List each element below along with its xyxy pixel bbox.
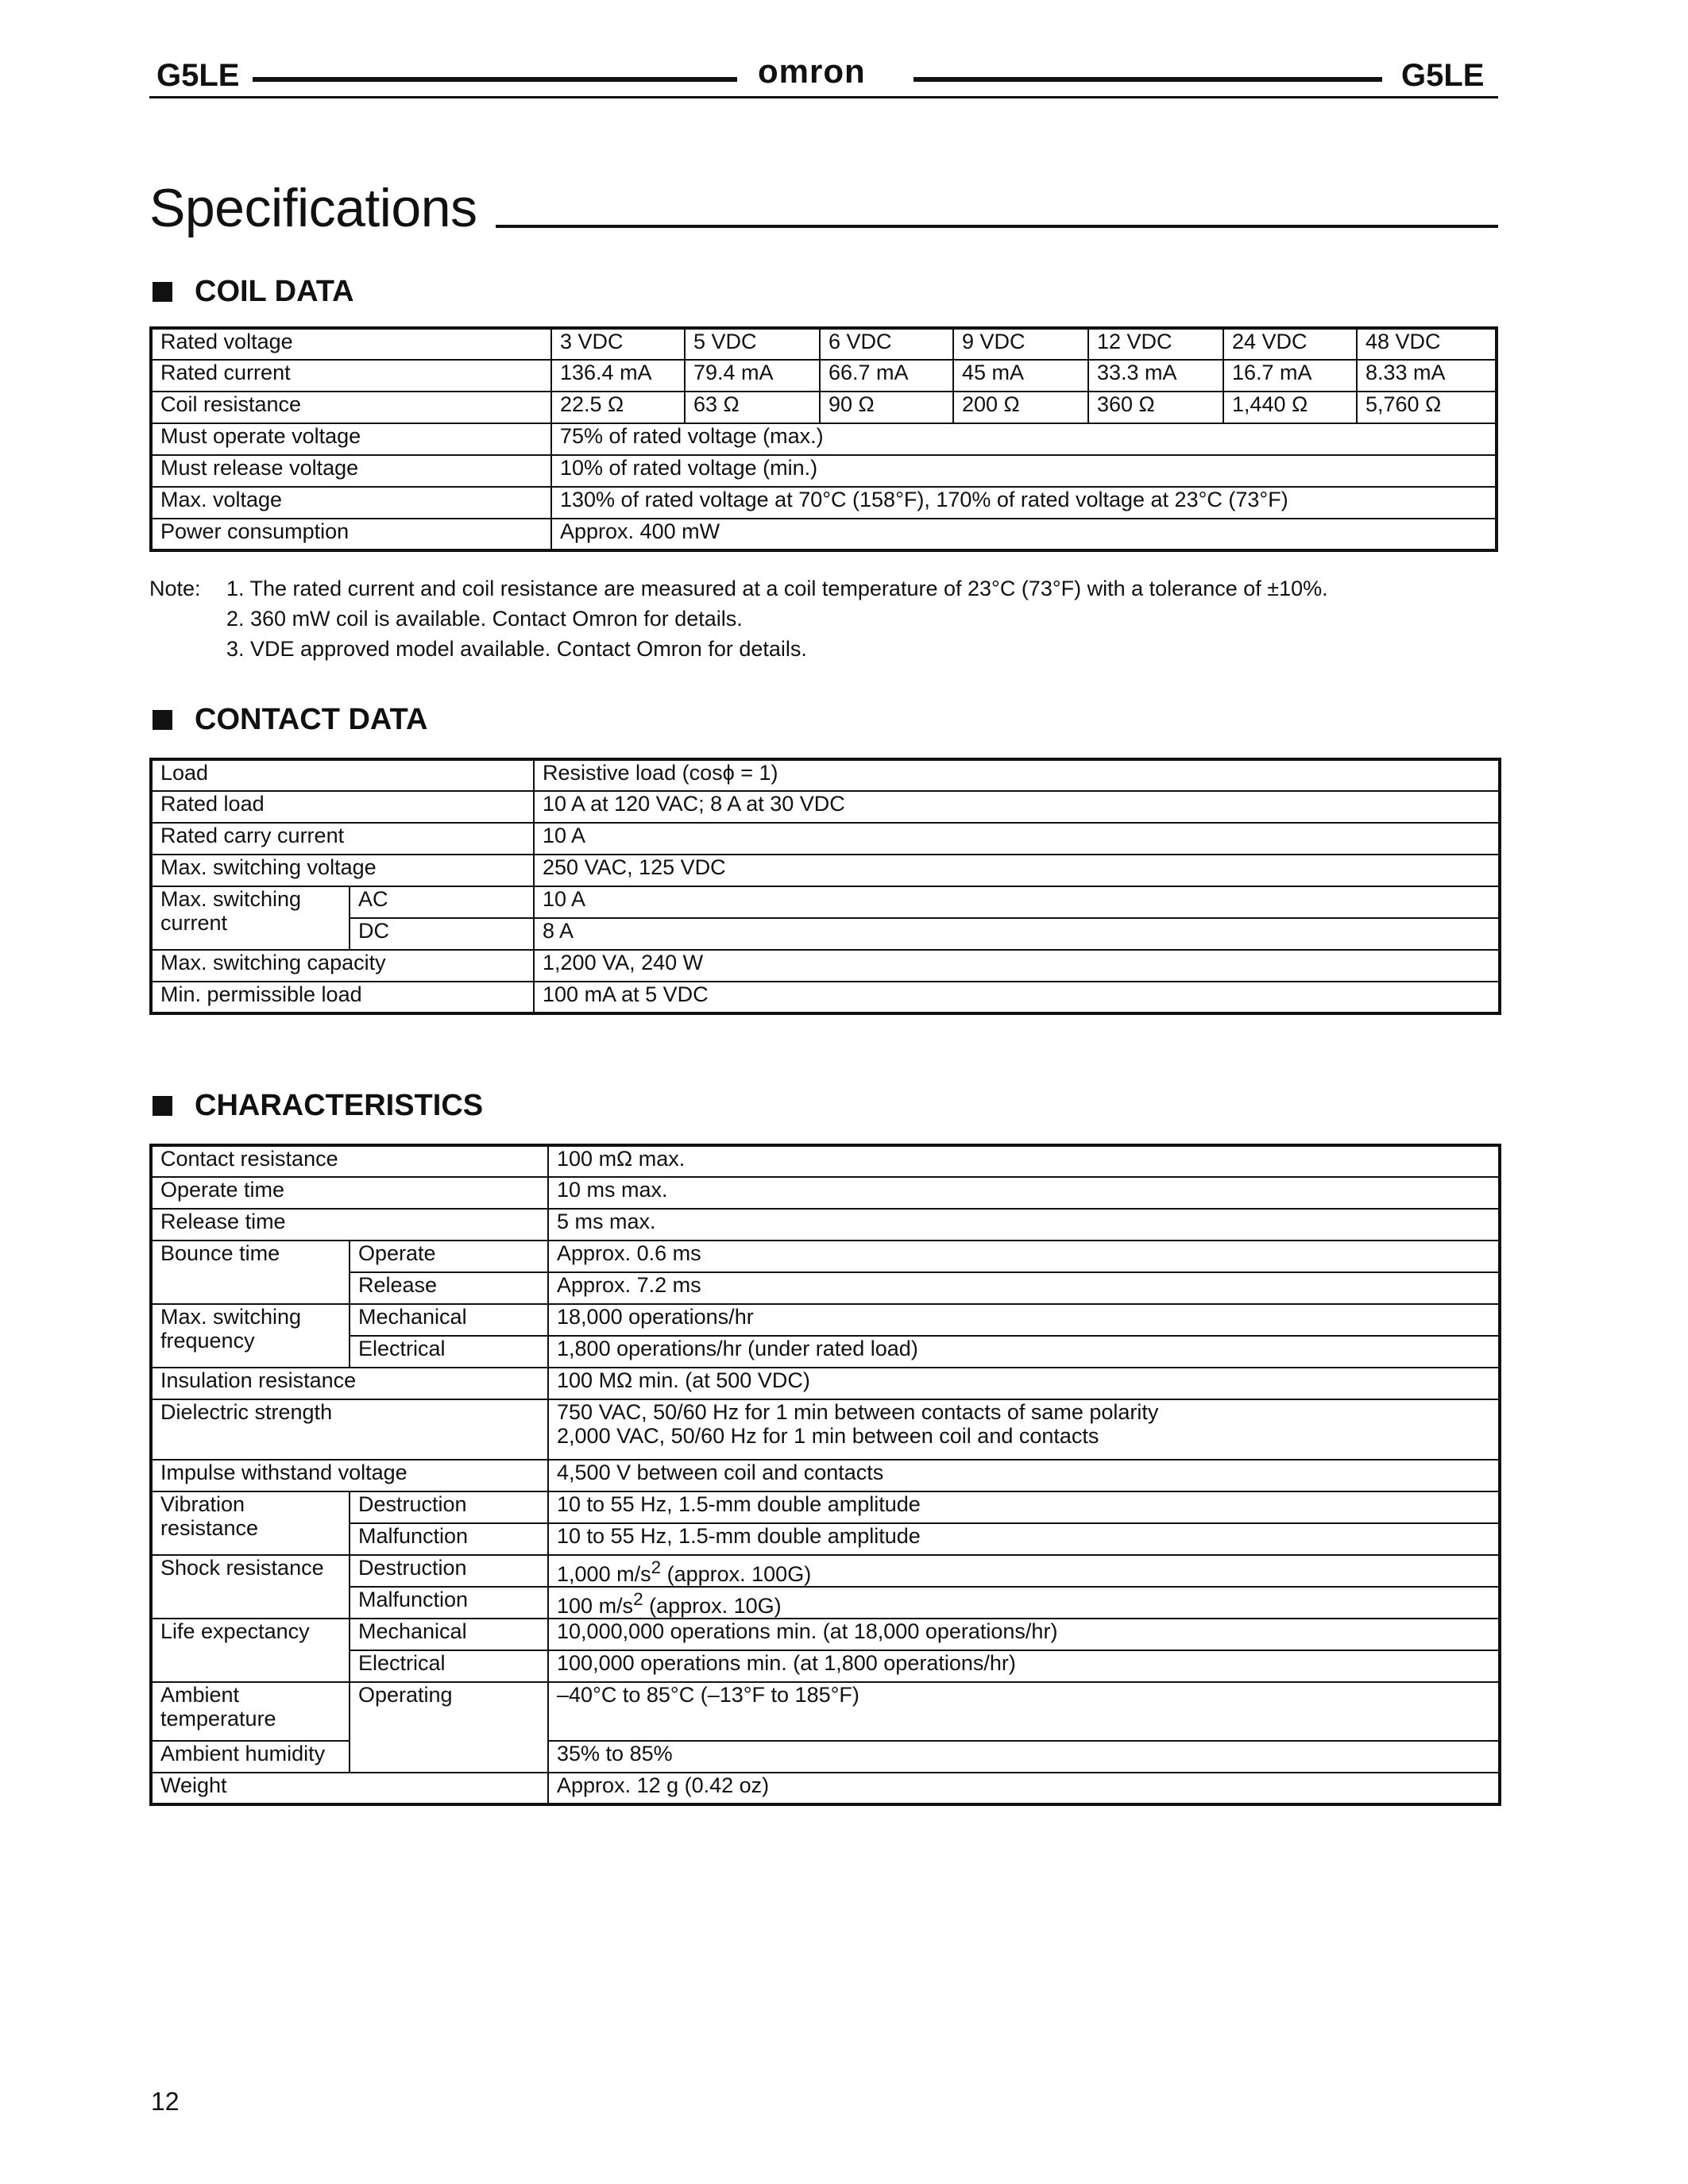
characteristics-table bbox=[149, 1144, 1501, 1806]
cell-value: 33.3 mA bbox=[1088, 360, 1223, 392]
sub-label: Malfunction bbox=[350, 1587, 548, 1619]
page-title: Specifications bbox=[149, 178, 477, 238]
note-1: 1. The rated current and coil resistance are measured at a coil temperature of 23°C (73°F) with a tolerance of ±10%. bbox=[226, 577, 1328, 600]
section-bullet-icon bbox=[153, 282, 172, 302]
sub-label: Mechanical bbox=[350, 1304, 548, 1336]
row-label: Max. switching capacity bbox=[151, 950, 534, 982]
table-row bbox=[151, 950, 1500, 982]
cell-value: 24 VDC bbox=[1223, 328, 1357, 360]
row-label: Vibration resistance bbox=[151, 1491, 350, 1555]
table-row bbox=[151, 1145, 1500, 1177]
row-label: Max. voltage bbox=[151, 487, 551, 519]
table-row bbox=[151, 886, 1500, 918]
sub-label: Malfunction bbox=[350, 1523, 548, 1555]
shock-destruction-tail: (approx. 100G) bbox=[661, 1562, 812, 1586]
cell-value: 10 A at 120 VAC; 8 A at 30 VDC bbox=[534, 791, 1500, 823]
cell-value: Approx. 0.6 ms bbox=[548, 1241, 1500, 1272]
cell-value: 45 mA bbox=[953, 360, 1088, 392]
row-label: Life expectancy bbox=[151, 1619, 350, 1682]
cell-value: 200 Ω bbox=[953, 392, 1088, 423]
table-row bbox=[151, 1177, 1500, 1209]
sub-label: Release bbox=[350, 1272, 548, 1304]
table-row bbox=[151, 1399, 1500, 1460]
cell-value: 5 ms max. bbox=[548, 1209, 1500, 1241]
title-rule bbox=[496, 225, 1498, 228]
row-label: Min. permissible load bbox=[151, 982, 534, 1013]
cell-value: 9 VDC bbox=[953, 328, 1088, 360]
cell-value: 1,440 Ω bbox=[1223, 392, 1357, 423]
section-bullet-icon bbox=[153, 710, 172, 730]
table-row bbox=[151, 1241, 1500, 1272]
cell-value: Approx. 400 mW bbox=[551, 519, 1497, 550]
row-label: Must operate voltage bbox=[151, 423, 551, 455]
row-label: Dielectric strength bbox=[151, 1399, 548, 1460]
table-row bbox=[151, 487, 1497, 519]
cell-value: 66.7 mA bbox=[820, 360, 953, 392]
row-label: Impulse withstand voltage bbox=[151, 1460, 548, 1491]
table-row bbox=[151, 1336, 1500, 1368]
superscript: 2 bbox=[633, 1589, 643, 1609]
omron-logo: omron bbox=[758, 52, 866, 90]
cell-value: 136.4 mA bbox=[551, 360, 685, 392]
cell-value: 100 MΩ min. (at 500 VDC) bbox=[548, 1368, 1500, 1399]
cell-value: 48 VDC bbox=[1357, 328, 1497, 360]
cell-value: 10,000,000 operations min. (at 18,000 operations/hr) bbox=[548, 1619, 1500, 1650]
row-label: Ambient humidity bbox=[151, 1741, 350, 1773]
table-row bbox=[151, 519, 1497, 550]
cell-value: 8.33 mA bbox=[1357, 360, 1497, 392]
table-row bbox=[151, 759, 1500, 791]
cell-value: 100,000 operations min. (at 1,800 operations/hr) bbox=[548, 1650, 1500, 1682]
table-row bbox=[151, 855, 1500, 886]
cell-value: 12 VDC bbox=[1088, 328, 1223, 360]
cell-value bbox=[548, 1555, 1500, 1587]
coil-data-table bbox=[149, 326, 1498, 552]
cell-value: 130% of rated voltage at 70°C (158°F), 170% of rated voltage at 23°C (73°F) bbox=[551, 487, 1497, 519]
table-row bbox=[151, 982, 1500, 1013]
row-label: Must release voltage bbox=[151, 455, 551, 487]
row-label: Rated load bbox=[151, 791, 534, 823]
row-label: Rated carry current bbox=[151, 823, 534, 855]
cell-value: 63 Ω bbox=[685, 392, 820, 423]
cell-value: 10 to 55 Hz, 1.5-mm double amplitude bbox=[548, 1491, 1500, 1523]
sub-label: Electrical bbox=[350, 1650, 548, 1682]
coil-data-heading bbox=[153, 275, 354, 309]
dielectric-line-2: 2,000 VAC, 50/60 Hz for 1 min between coil and contacts bbox=[557, 1424, 1099, 1448]
sub-label: AC bbox=[350, 886, 534, 918]
row-label: Max. switching current bbox=[151, 886, 350, 950]
sub-label: Electrical bbox=[350, 1336, 548, 1368]
cell-value: 4,500 V between coil and contacts bbox=[548, 1460, 1500, 1491]
cell-value: Approx. 7.2 ms bbox=[548, 1272, 1500, 1304]
cell-value: –40°C to 85°C (–13°F to 185°F) bbox=[548, 1682, 1500, 1741]
table-row bbox=[151, 1619, 1500, 1650]
row-label: Rated voltage bbox=[151, 328, 551, 360]
table-row bbox=[151, 328, 1497, 360]
cell-value: 5 VDC bbox=[685, 328, 820, 360]
contact-data-heading bbox=[153, 703, 427, 737]
sub-label: DC bbox=[350, 918, 534, 950]
table-row bbox=[151, 1773, 1500, 1804]
cell-value: 90 Ω bbox=[820, 392, 953, 423]
section-bullet-icon bbox=[153, 1096, 172, 1116]
cell-value: Resistive load (cosϕ = 1) bbox=[534, 759, 1500, 791]
table-row bbox=[151, 1650, 1500, 1682]
cell-value: 10 A bbox=[534, 823, 1500, 855]
table-row bbox=[151, 1555, 1500, 1587]
sub-label: Operate bbox=[350, 1241, 548, 1272]
table-row bbox=[151, 1491, 1500, 1523]
cell-value: 3 VDC bbox=[551, 328, 685, 360]
row-label: Bounce time bbox=[151, 1241, 350, 1304]
table-row bbox=[151, 1523, 1500, 1555]
table-row bbox=[151, 1460, 1500, 1491]
sub-label: Destruction bbox=[350, 1555, 548, 1587]
cell-value: 1,200 VA, 240 W bbox=[534, 950, 1500, 982]
row-label: Contact resistance bbox=[151, 1145, 548, 1177]
header-model-right: G5LE bbox=[1401, 58, 1485, 93]
sub-label: Destruction bbox=[350, 1491, 548, 1523]
note-3: 3. VDE approved model available. Contact Omron for details. bbox=[226, 637, 807, 661]
table-row bbox=[151, 823, 1500, 855]
cell-value: 75% of rated voltage (max.) bbox=[551, 423, 1497, 455]
table-row bbox=[151, 1304, 1500, 1336]
table-row bbox=[151, 1209, 1500, 1241]
row-label: Operate time bbox=[151, 1177, 548, 1209]
cell-value: 1,800 operations/hr (under rated load) bbox=[548, 1336, 1500, 1368]
cell-value: 8 A bbox=[534, 918, 1500, 950]
row-label: Release time bbox=[151, 1209, 548, 1241]
row-label: Load bbox=[151, 759, 534, 791]
row-label: Shock resistance bbox=[151, 1555, 350, 1619]
table-row bbox=[151, 1682, 1500, 1741]
cell-value: 16.7 mA bbox=[1223, 360, 1357, 392]
cell-value: 35% to 85% bbox=[548, 1741, 1500, 1773]
header-model-left: G5LE bbox=[156, 58, 240, 93]
cell-value: 250 VAC, 125 VDC bbox=[534, 855, 1500, 886]
row-label: Weight bbox=[151, 1773, 548, 1804]
superscript: 2 bbox=[651, 1557, 662, 1577]
page-number: 12 bbox=[151, 2087, 180, 2116]
cell-value: 22.5 Ω bbox=[551, 392, 685, 423]
sub-label: Mechanical bbox=[350, 1619, 548, 1650]
table-row bbox=[151, 1587, 1500, 1619]
cell-value: 6 VDC bbox=[820, 328, 953, 360]
cell-value bbox=[548, 1587, 1500, 1619]
header-underline bbox=[149, 96, 1498, 98]
cell-value: 5,760 Ω bbox=[1357, 392, 1497, 423]
row-label: Rated current bbox=[151, 360, 551, 392]
row-label: Max. switching frequency bbox=[151, 1304, 350, 1368]
coil-data-heading-text: COIL DATA bbox=[195, 275, 354, 308]
header-rule-left bbox=[253, 77, 737, 82]
cell-value: Approx. 12 g (0.42 oz) bbox=[548, 1773, 1500, 1804]
row-label: Max. switching voltage bbox=[151, 855, 534, 886]
shock-malfunction-tail: (approx. 10G) bbox=[643, 1594, 782, 1618]
table-row bbox=[151, 423, 1497, 455]
cell-value: 10% of rated voltage (min.) bbox=[551, 455, 1497, 487]
cell-value: 10 ms max. bbox=[548, 1177, 1500, 1209]
contact-data-table bbox=[149, 758, 1501, 1015]
table-row bbox=[151, 791, 1500, 823]
cell-value: 18,000 operations/hr bbox=[548, 1304, 1500, 1336]
cell-value: 79.4 mA bbox=[685, 360, 820, 392]
shock-destruction-value: 1,000 m/s bbox=[557, 1562, 651, 1586]
cell-value: 10 to 55 Hz, 1.5-mm double amplitude bbox=[548, 1523, 1500, 1555]
row-label: Ambient temperature bbox=[151, 1682, 350, 1741]
table-row bbox=[151, 918, 1500, 950]
table-row bbox=[151, 1368, 1500, 1399]
table-row bbox=[151, 1272, 1500, 1304]
characteristics-heading-text: CHARACTERISTICS bbox=[195, 1089, 484, 1122]
note-2: 2. 360 mW coil is available. Contact Omron for details. bbox=[226, 607, 743, 631]
row-label: Insulation resistance bbox=[151, 1368, 548, 1399]
table-row bbox=[151, 455, 1497, 487]
cell-value: 100 mΩ max. bbox=[548, 1145, 1500, 1177]
shock-malfunction-value: 100 m/s bbox=[557, 1594, 634, 1618]
sub-label: Operating bbox=[350, 1682, 548, 1773]
cell-value: 10 A bbox=[534, 886, 1500, 918]
row-label: Power consumption bbox=[151, 519, 551, 550]
characteristics-heading bbox=[153, 1089, 483, 1123]
cell-value: 100 mA at 5 VDC bbox=[534, 982, 1500, 1013]
contact-data-heading-text: CONTACT DATA bbox=[195, 703, 428, 736]
note-label: Note: bbox=[149, 577, 201, 600]
cell-value bbox=[548, 1399, 1500, 1460]
header-rule-right bbox=[914, 77, 1382, 82]
cell-value: 360 Ω bbox=[1088, 392, 1223, 423]
table-row bbox=[151, 360, 1497, 392]
dielectric-line-1: 750 VAC, 50/60 Hz for 1 min between contacts of same polarity bbox=[557, 1400, 1159, 1424]
row-label: Coil resistance bbox=[151, 392, 551, 423]
table-row bbox=[151, 392, 1497, 423]
